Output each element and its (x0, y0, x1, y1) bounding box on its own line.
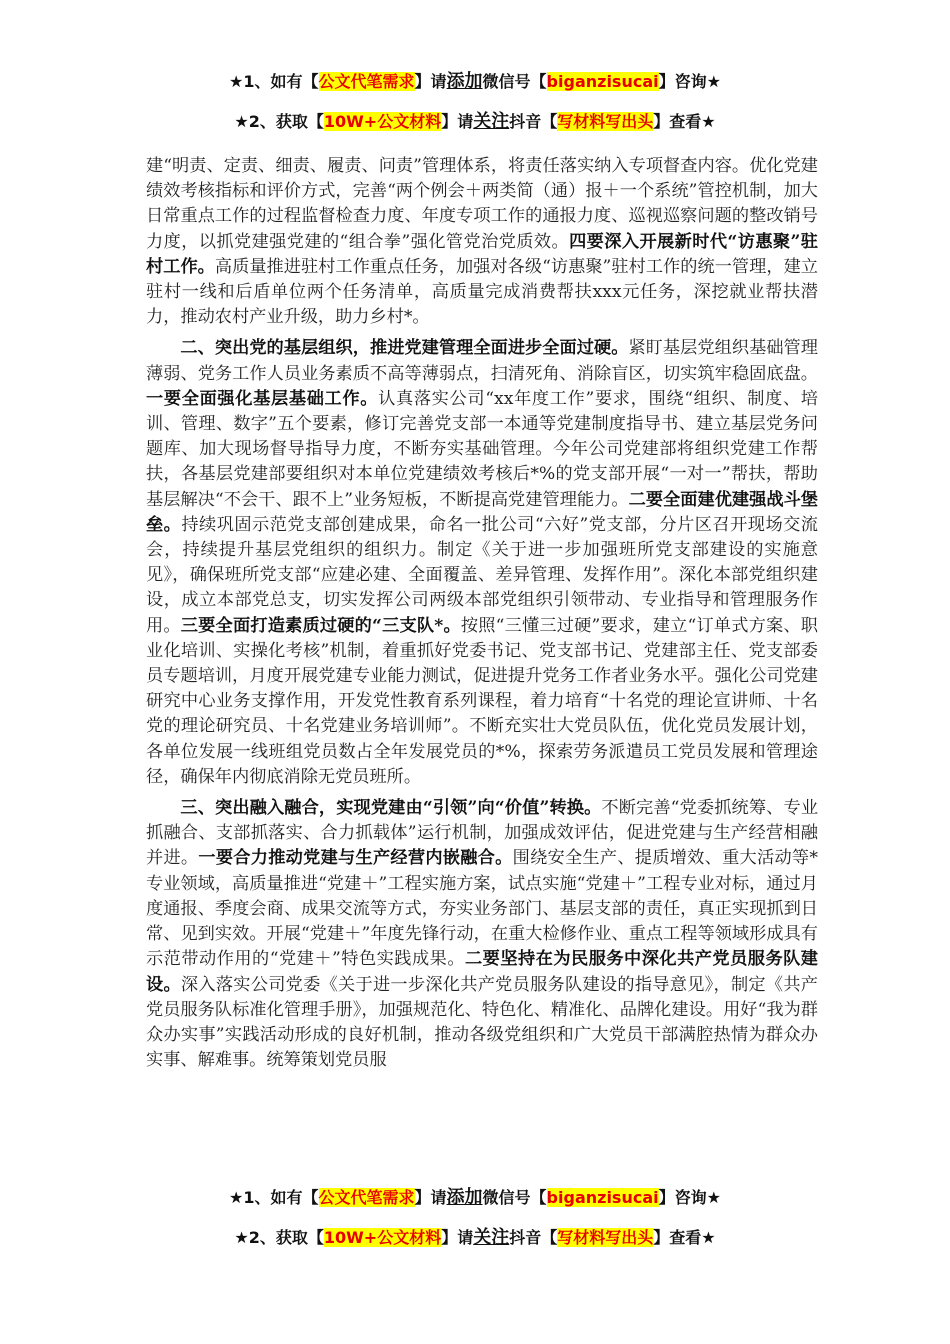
banner-highlight: 写材料写出头 (557, 112, 654, 131)
banner-text: 】查看★ (653, 112, 716, 131)
paragraph-bold-heading: 二要坚持在为民服务中深化共产党员服务队建设。 (146, 949, 818, 995)
banner-highlight: 10W+公文材料 (323, 1228, 442, 1247)
banner-text: 】查看★ (653, 1228, 716, 1247)
banner-text: 】请 (414, 72, 447, 91)
banner-highlight: biganzisucai (546, 72, 659, 91)
banner-text: 微信号【 (482, 72, 547, 91)
banner-text: ★1、如有【 (229, 1188, 319, 1207)
document-body (146, 154, 818, 1079)
paragraph-bold-heading: 一要全面强化基层基础工作。 (146, 388, 379, 409)
promo-banner-bottom-line-2 (0, 1226, 950, 1250)
banner-highlight: 10W+公文材料 (323, 112, 442, 131)
paragraph-text: 建“明责、定责、细责、履责、问责”管理体系，将责任落实纳入专项督查内容。优化党建绩效考核指标和评价方式，完善“两个例会＋两类简（通）报＋一个系统”管控机制，加大日常重点工作的过程监督检查力度、年度专项工作的通报力度、巡视巡察问题的整改销号力度，以抓党建强党建的“组合拳”强化管党治党质效。 (146, 156, 818, 252)
paragraph-text: 不断完善“党委抓统筹、专业抓融合、支部抓落实、合力抓载体”运行机制，加强成效评估，促进党建与生产经营相融并进。 (146, 798, 819, 869)
paragraph-text: 持续巩固示范党支部创建成果，命名一批公司“六好”党支部，分片区召开现场交流会，持续提升基层党组织的组织力。制定《关于进一步加强班所党支部建设的实施意见》，确保班所党支部“应建必建、全面覆盖、差异管理、发挥作用”。深化本部党组织建设，成立本部党总支，切实发挥公司两级本部党组织引领带动、专业指导和管理服务作用。 (146, 514, 818, 636)
banner-text: 】咨询★ (658, 72, 721, 91)
banner-text: 抖音【 (509, 1228, 558, 1247)
banner-text: 抖音【 (509, 112, 558, 131)
banner-text: 】请 (441, 112, 474, 131)
paragraph-text: 紧盯基层党组织基础管理薄弱、党务工作人员业务素质不高等薄弱点，扫清死角、消除盲区，切实筑牢稳固底盘。 (146, 338, 818, 384)
banner-text: 】请 (414, 1188, 447, 1207)
section-heading: 三、突出融入融合，实现党建由“引领”向“价值”转换。 (180, 798, 602, 819)
paragraph-text: 高质量推进驻村工作重点任务，加强对各级“访惠聚”驻村工作的统一管理，建立驻村一线和后盾单位两个任务清单，高质量完成消费帮扶xxx元任务，深挖就业帮扶潜力，推动农村产业升级，助力乡村*。 (146, 256, 818, 328)
banner-emphasis: 添加 (446, 71, 483, 92)
banner-text: 微信号【 (482, 1188, 547, 1207)
promo-banner-bottom-line-1 (0, 1186, 950, 1210)
banner-highlight: 公文代笔需求 (318, 72, 415, 91)
banner-text: ★2、获取【 (234, 1228, 324, 1247)
paragraph-text: 围绕安全生产、提质增效、重大活动等*专业领域，高质量推进“党建＋”工程实施方案，试点实施“党建＋”工程专业对标，通过月度通报、季度会商、成果交流等方式，夯实业务部门、基层支部的责任，真正实现抓到日常、见到实效。开展“党建＋”年度先锋行动，在重大检修作业、重点工程等领域形成具有示范带动作用的“党建＋”特色实践成果。 (146, 848, 818, 970)
promo-banner-top-line-2 (0, 110, 950, 134)
banner-highlight: 写材料写出头 (557, 1228, 654, 1247)
paragraph-bold-heading: 一要合力推动党建与生产经营内嵌融合。 (198, 848, 513, 869)
paragraph-continuation (146, 154, 818, 330)
banner-emphasis: 添加 (446, 1187, 483, 1208)
paragraph-bold-heading: 二要全面建优建强战斗堡垒。 (146, 489, 818, 535)
paragraph-text: 深入落实公司党委《关于进一步深化共产党员服务队建设的指导意见》，制定《共产党员服务队标准化管理手册》，加强规范化、特色化、精准化、品牌化建设。用好“我为群众办实事”实践活动形成的良好机制，推动各级党组织和广大党员干部满腔热情为群众办实事、解难事。统筹策划党员服 (146, 974, 818, 1071)
banner-highlight: biganzisucai (546, 1188, 659, 1207)
banner-emphasis: 关注 (473, 111, 510, 132)
paragraph-bold-heading: 四要深入开展新时代“访惠聚”驻村工作。 (146, 231, 818, 277)
banner-text: 】咨询★ (658, 1188, 721, 1207)
paragraph-text: 按照“三懂三过硬”要求，建立“订单式方案、职业化培训、实操化考核”机制，着重抓好党委书记、党支部书记、党建部主任、党支部委员专题培训，月度开展党建专业能力测试，促进提升党务工作者业务水平。强化公司党建研究中心业务支撑作用，开发党性教育系列课程，着力培育“十名党的理论宣讲师、十名党的理论研究员、十名党建业务培训师”。不断充实壮大党员队伍，优化党员发展计划，各单位发展一线班组党员数占全年发展党员的*%，探索劳务派遣员工党员发展和管理途径，确保年内彻底消除无党员班所。 (146, 615, 818, 787)
banner-emphasis: 关注 (473, 1227, 510, 1248)
section-heading: 二、突出党的基层组织，推进党建管理全面进步全面过硬。 (180, 338, 629, 359)
paragraph-bold-heading: 三要全面打造素质过硬的“三支队*。 (180, 615, 461, 636)
paragraph-section-2 (146, 336, 818, 790)
paragraph-section-3 (146, 796, 818, 1073)
banner-text: ★2、获取【 (234, 112, 324, 131)
banner-text: 】请 (441, 1228, 474, 1247)
promo-banner-top-line-1 (0, 70, 950, 94)
paragraph-text: 认真落实公司“xx年度工作”要求，围绕“组织、制度、培训、管理、数字”五个要素，修订完善党支部一本通等党建制度指导书、建立基层党务问题库、加大现场督导指导力度，不断夯实基础管理。今年公司党建部将组织党建工作帮扶，各基层党建部要组织对本单位党建绩效考核后*%的党支部开展“一对一”帮扶，帮助基层解决“不会干、跟不上”业务短板，不断提高党建管理能力。 (146, 388, 818, 510)
banner-text: ★1、如有【 (229, 72, 319, 91)
banner-highlight: 公文代笔需求 (318, 1188, 415, 1207)
